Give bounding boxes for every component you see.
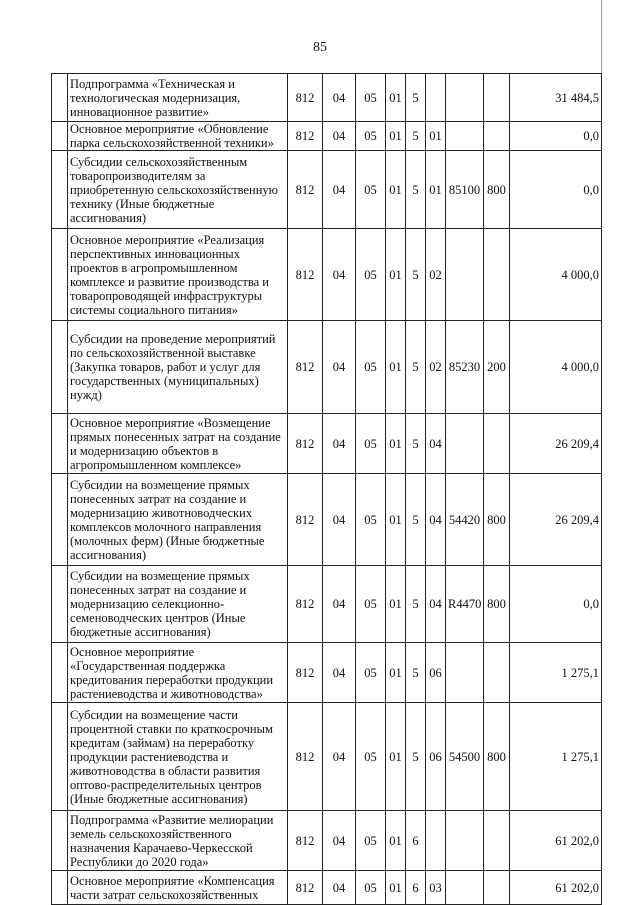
table-row [52, 414, 602, 474]
expense-direction-code [446, 122, 484, 151]
activity-code [426, 811, 446, 871]
subsection-code: 05 [356, 811, 386, 871]
amount: 26 209,4 [510, 474, 602, 566]
expense-direction-code [446, 643, 484, 703]
amount: 0,0 [510, 566, 602, 643]
subprogram-code: 5 [406, 122, 426, 151]
activity-code: 02 [426, 321, 446, 414]
activity-code: 01 [426, 151, 446, 229]
item-name: Основное мероприятие «Обновление парка сельскохозяйственной техники» [68, 122, 288, 151]
subsection-code: 05 [356, 414, 386, 474]
expense-direction-code [446, 229, 484, 321]
subsection-code: 05 [356, 151, 386, 229]
ministry-code: 812 [288, 151, 323, 229]
activity-code: 04 [426, 474, 446, 566]
row-margin-cell [52, 643, 68, 703]
activity-code [426, 74, 446, 122]
item-name: Подпрограмма «Техническая и технологическая модернизация, инновационное развитие» [68, 74, 288, 122]
amount: 0,0 [510, 122, 602, 151]
expense-type-code [484, 122, 510, 151]
table-row [52, 229, 602, 321]
ministry-code: 812 [288, 703, 323, 811]
expense-direction-code [446, 414, 484, 474]
subsection-code: 05 [356, 74, 386, 122]
expense-type-code [484, 643, 510, 703]
section-code: 04 [323, 74, 356, 122]
expense-type-code: 800 [484, 474, 510, 566]
row-margin-cell [52, 229, 68, 321]
item-name: Субсидии на проведение мероприятий по сельскохозяйственной выставке (Закупка товаров, работ и услуг для государственных (муниципальных) нужд) [68, 321, 288, 414]
expense-direction-code [446, 74, 484, 122]
program-code: 01 [386, 566, 406, 643]
ministry-code: 812 [288, 811, 323, 871]
program-code: 01 [386, 643, 406, 703]
expense-direction-code: R4470 [446, 566, 484, 643]
table-row [52, 703, 602, 811]
activity-code: 01 [426, 122, 446, 151]
program-code: 01 [386, 122, 406, 151]
table-row [52, 74, 602, 122]
expense-type-code [484, 74, 510, 122]
program-code: 01 [386, 321, 406, 414]
subprogram-code: 5 [406, 414, 426, 474]
ministry-code: 812 [288, 414, 323, 474]
page-number: 85 [313, 40, 327, 55]
section-code: 04 [323, 151, 356, 229]
expense-type-code: 800 [484, 566, 510, 643]
subsection-code: 05 [356, 703, 386, 811]
table-row [52, 122, 602, 151]
subprogram-code: 5 [406, 74, 426, 122]
subsection-code: 05 [356, 871, 386, 905]
subsection-code: 05 [356, 566, 386, 643]
row-margin-cell [52, 703, 68, 811]
ministry-code: 812 [288, 566, 323, 643]
program-code: 01 [386, 74, 406, 122]
amount: 61 202,0 [510, 811, 602, 871]
table-row [52, 811, 602, 871]
section-code: 04 [323, 229, 356, 321]
item-name: Подпрограмма «Развитие мелиорации земель сельскохозяйственного назначения Карачаево-Черкесской Республики до 2020 года» [68, 811, 288, 871]
amount: 1 275,1 [510, 643, 602, 703]
subprogram-code: 5 [406, 151, 426, 229]
section-code: 04 [323, 871, 356, 905]
section-code: 04 [323, 474, 356, 566]
item-name: Субсидии на возмещение прямых понесенных затрат на создание и модернизацию животноводческих комплексов молочного направления (молочных ферм) (Иные бюджетные ассигнования) [68, 474, 288, 566]
expense-type-code: 200 [484, 321, 510, 414]
activity-code: 06 [426, 643, 446, 703]
row-margin-cell [52, 566, 68, 643]
amount: 0,0 [510, 151, 602, 229]
item-name: Основное мероприятие «Возмещение прямых понесенных затрат на создание и модернизацию объектов в агропромышленном комплексе» [68, 414, 288, 474]
table-row [52, 321, 602, 414]
row-margin-cell [52, 414, 68, 474]
ministry-code: 812 [288, 229, 323, 321]
activity-code: 06 [426, 703, 446, 811]
activity-code: 03 [426, 871, 446, 905]
ministry-code: 812 [288, 122, 323, 151]
subsection-code: 05 [356, 474, 386, 566]
item-name: Субсидии сельскохозяйственным товаропроизводителям за приобретенную сельскохозяйственную технику (Иные бюджетные ассигнования) [68, 151, 288, 229]
program-code: 01 [386, 703, 406, 811]
expense-direction-code: 54500 [446, 703, 484, 811]
subsection-code: 05 [356, 122, 386, 151]
activity-code: 04 [426, 414, 446, 474]
section-code: 04 [323, 703, 356, 811]
program-code: 01 [386, 811, 406, 871]
table-row [52, 643, 602, 703]
item-name: Основное мероприятие «Реализация перспективных инновационных проектов в агропромышленном комплексе и развитие производства и товаропроводящей инфраструктуры системы социального питания» [68, 229, 288, 321]
ministry-code: 812 [288, 474, 323, 566]
expense-type-code [484, 414, 510, 474]
expense-direction-code [446, 811, 484, 871]
item-name: Субсидии на возмещение части процентной ставки по краткосрочным кредитам (займам) на переработку продукции растениеводства и животноводства в области развития оптово-распределительных центров (Иные бюджетные ассигнования) [68, 703, 288, 811]
subprogram-code: 6 [406, 811, 426, 871]
item-name: Основное мероприятие «Компенсация части затрат сельскохозяйственных [68, 871, 288, 905]
budget-table [51, 73, 602, 905]
amount: 4 000,0 [510, 321, 602, 414]
subprogram-code: 5 [406, 566, 426, 643]
item-name: Основное мероприятие «Государственная поддержка кредитования переработки продукции растениеводства и животноводства» [68, 643, 288, 703]
subprogram-code: 6 [406, 871, 426, 905]
subsection-code: 05 [356, 643, 386, 703]
row-margin-cell [52, 122, 68, 151]
expense-direction-code [446, 871, 484, 905]
table-row [52, 151, 602, 229]
row-margin-cell [52, 811, 68, 871]
item-name: Субсидии на возмещение прямых понесенных затрат на создание и модернизацию селекционно-семеноводческих центров (Иные бюджетные ассигнования) [68, 566, 288, 643]
subprogram-code: 5 [406, 643, 426, 703]
row-margin-cell [52, 474, 68, 566]
program-code: 01 [386, 414, 406, 474]
program-code: 01 [386, 151, 406, 229]
expense-type-code [484, 811, 510, 871]
row-margin-cell [52, 74, 68, 122]
expense-direction-code: 54420 [446, 474, 484, 566]
row-margin-cell [52, 151, 68, 229]
row-margin-cell [52, 321, 68, 414]
subprogram-code: 5 [406, 229, 426, 321]
expense-type-code: 800 [484, 703, 510, 811]
ministry-code: 812 [288, 74, 323, 122]
expense-type-code: 800 [484, 151, 510, 229]
subprogram-code: 5 [406, 703, 426, 811]
section-code: 04 [323, 321, 356, 414]
expense-direction-code: 85100 [446, 151, 484, 229]
expense-direction-code: 85230 [446, 321, 484, 414]
amount: 1 275,1 [510, 703, 602, 811]
amount: 31 484,5 [510, 74, 602, 122]
amount: 26 209,4 [510, 414, 602, 474]
program-code: 01 [386, 871, 406, 905]
table-row [52, 474, 602, 566]
section-code: 04 [323, 122, 356, 151]
program-code: 01 [386, 229, 406, 321]
ministry-code: 812 [288, 321, 323, 414]
subsection-code: 05 [356, 229, 386, 321]
activity-code: 02 [426, 229, 446, 321]
expense-type-code [484, 871, 510, 905]
table-row [52, 566, 602, 643]
ministry-code: 812 [288, 643, 323, 703]
amount: 61 202,0 [510, 871, 602, 905]
row-margin-cell [52, 871, 68, 905]
subprogram-code: 5 [406, 474, 426, 566]
section-code: 04 [323, 643, 356, 703]
subsection-code: 05 [356, 321, 386, 414]
table-row [52, 871, 602, 905]
expense-type-code [484, 229, 510, 321]
section-code: 04 [323, 811, 356, 871]
program-code: 01 [386, 474, 406, 566]
amount: 4 000,0 [510, 229, 602, 321]
activity-code: 04 [426, 566, 446, 643]
section-code: 04 [323, 414, 356, 474]
subprogram-code: 5 [406, 321, 426, 414]
section-code: 04 [323, 566, 356, 643]
ministry-code: 812 [288, 871, 323, 905]
